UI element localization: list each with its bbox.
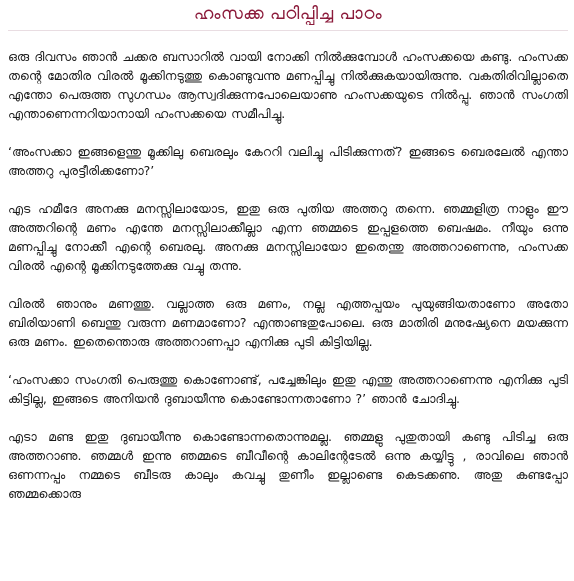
- article-page: [0, 4, 574, 581]
- article-title: ഹംസക്ക പഠിപ്പിച്ച പാഠം: [193, 4, 383, 24]
- paragraph: എടാ മണ്ട ഇതു ദുബായീന്നു കൊണ്ടോന്നതൊന്നുമല്ല. ഞമ്മളു പുതുതായി കണ്ടു പിടിച്ച ഒരു അത്തറാണു. ഞമ്മൾ ഇന്നു ഞമ്മടെ ബീവീന്റെ കാലിന്റേടേൽ ഒന്നു കയ്യിട്ടു , രാവിലെ ഞാൻ ഒണന്നപ്പം നമ്മടെ ബീടരു കാലും കവച്ചു തുണീം ഇല്ലാണ്ടെ കെടക്കണു. അതു കണ്ടപ്പോ ഞമ്മക്കൊരു: [8, 429, 568, 501]
- title-divider: [8, 30, 568, 31]
- paragraph: ഒരു ദിവസം ഞാൻ ചക്കര ബസാറിൽ വായി നോക്കി നിൽക്കുമ്പോൾ ഹംസക്കയെ കണ്ടു. ഹംസക്ക തന്റെ മോതിര വിരൽ മൂക്കിനടുത്തു കൊണ്ടുവന്നു മണപ്പിച്ചു നിൽക്കുകയായിരുന്നു. വകതിരിവില്ലാതെ എന്തോ പെരുത്ത സുഗന്ധം ആസ്വദിക്കുന്നപോലെയാണു ഹംസക്കയുടെ നിൽപ്പു. ഞാൻ സംഗതി എന്താണെന്നറിയാനായി ഹംസക്കയെ സമീപിച്ചു.: [8, 49, 568, 121]
- paragraph: ‘ഹംസക്കാ സംഗതി പെരുത്തു കൊണോണ്ട്, പച്ചേങ്കിലും ഇതു എന്തു അത്തറാണെന്നു എനിക്കു പുടി കിട്ടില്ല, ഇങ്ങടെ അനിയൻ ദുബായീന്നു കൊണ്ടോന്നതാണോ ?’ ഞാൻ ചോദിച്ചു.: [8, 372, 568, 406]
- article-body: [8, 47, 568, 503]
- paragraph: വിരൽ ഞാനും മണത്തു. വല്ലാത്ത ഒരു മണം, നല്ല എത്തപ്പയം പുയുങ്ങിയതാണോ അതോ ബിരിയാണി ബെന്തു വരുന്ന മണമാണോ? എന്താണ്ടതുപോലെ. ഒരു മാതിരി മനുഷ്യേനെ മയക്കുന്ന ഒരു മണം. ഇതെന്തൊരു അത്തറാണപ്പാ എനിക്കു പുടി കിട്ടിയില്ല.: [8, 296, 568, 349]
- paragraph: ‘അംസക്കാ ഇങ്ങളെന്തു മൂക്കിലു ബെരലും കേററി വലിച്ചു പിടിക്കുന്നത്? ഇങ്ങടെ ബെരലേൽ എന്താ അത്തറു പുരട്ടീരിക്കണോ?’: [8, 144, 568, 178]
- paragraph: എട ഹമീദേ അനക്കു മനസ്സിലായോട, ഇതു ഒരു പുതിയ അത്തറു തന്നെ. ഞമ്മളിത്ര നാളും ഈ അത്തറിന്റെ മണം എന്തേ മനസ്സിലാക്കീല്ലാ എന്ന ഞമ്മടെ ഇപ്പളത്തെ ബെഷമം. നീയും ഒന്നു മണപ്പിച്ചു നോക്കീ എന്റെ ബെരലു. അനക്കു മനസ്സിലായോ ഇതെന്തു അത്തറാണെന്നു, ഹംസക്ക വിരൽ എന്റെ മൂക്കിനടുത്തേക്കു വച്ചു തന്നു.: [8, 201, 568, 273]
